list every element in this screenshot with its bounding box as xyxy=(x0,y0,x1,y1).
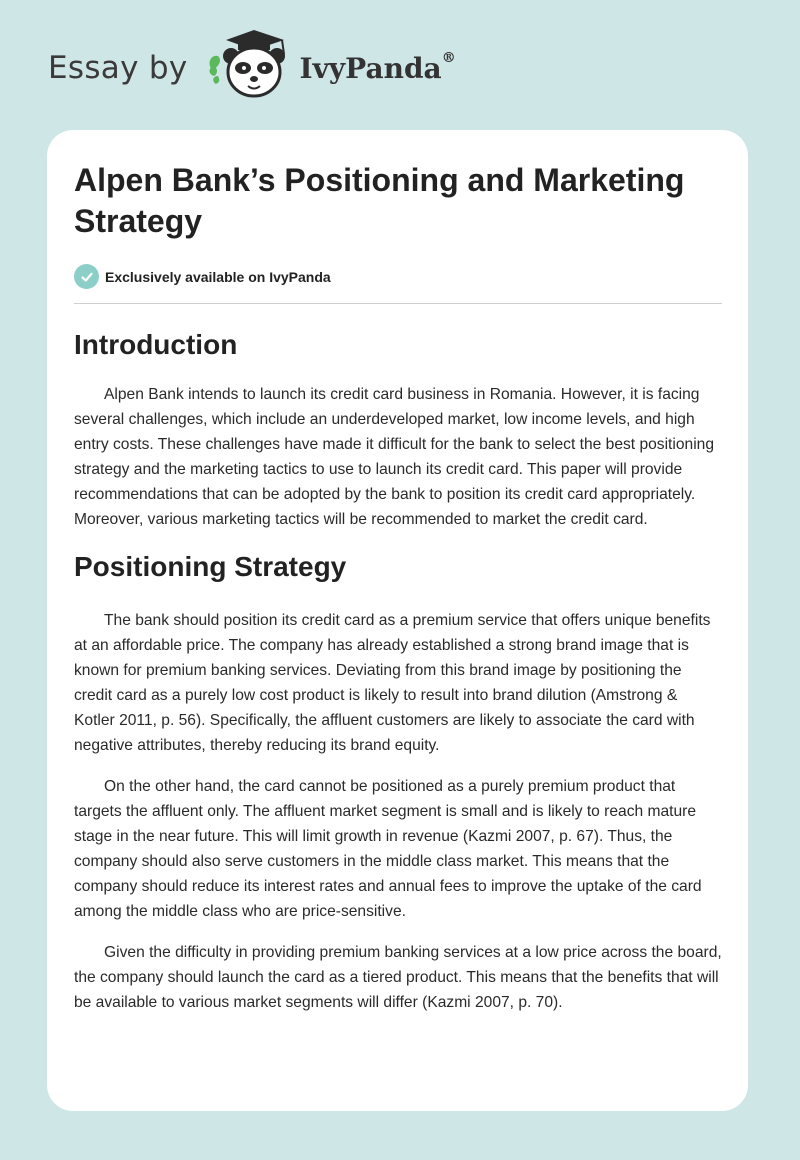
paragraph: The bank should position its credit card as a premium service that offers unique benefits at an affordable price. The company has already established a strong brand image that is known for premium banking services. Deviating from this brand image by positioning the credit card as a purely low cost product is likely to result into brand dilution (Amstrong & Kotler 2011, p. 56). Specifically, the affluent customers are likely to associate the card with negative attributes, thereby reducing its brand equity. xyxy=(74,612,711,754)
essay-title: Alpen Bank’s Positioning and Marketing Strategy xyxy=(74,162,685,239)
paragraph: On the other hand, the card cannot be positioned as a purely premium product that targets the affluent only. The affluent market segment is small and is likely to reach mature stage in the near future. This will limit growth in revenue (Kazmi 2007, p. 67). Thus, the company should also serve customers in the middle class market. This means that the company should reduce its interest rates and annual fees to improve the uptake of the card among the middle class who are price-sensitive. xyxy=(74,778,702,920)
brand-name: IvyPanda® xyxy=(299,49,456,85)
essay-card xyxy=(47,130,748,1111)
badge-label: Exclusively available on IvyPanda xyxy=(105,268,331,285)
paragraph: Alpen Bank intends to launch its credit card business in Romania. However, it is facing several challenges, which include an underdeveloped market, low income levels, and high entry costs. These challenges have made it difficult for the bank to select the best positioning strategy and the marketing tactics to use to launch its credit card. This paper will provide recommendations that can be adopted by the bank to position its credit card appropriately. Moreover, various marketing tactics will be recommended to market the credit card. xyxy=(74,386,715,528)
brand-header[interactable] xyxy=(48,34,456,102)
brand-prefix: Essay by xyxy=(48,50,188,86)
panda-logo-icon xyxy=(204,26,296,102)
check-icon xyxy=(74,264,99,289)
section-heading-introduction: Introduction xyxy=(74,329,238,360)
essay-content xyxy=(74,160,722,1015)
section-heading-positioning-strategy: Positioning Strategy xyxy=(74,551,347,582)
divider xyxy=(74,303,722,304)
exclusive-badge xyxy=(74,264,722,289)
paragraph: Given the difficulty in providing premium banking services at a low price across the board, the company should launch the card as a tiered product. This means that the benefits that will be available to various market segments will differ (Kazmi 2007, p. 70). xyxy=(74,944,722,1011)
